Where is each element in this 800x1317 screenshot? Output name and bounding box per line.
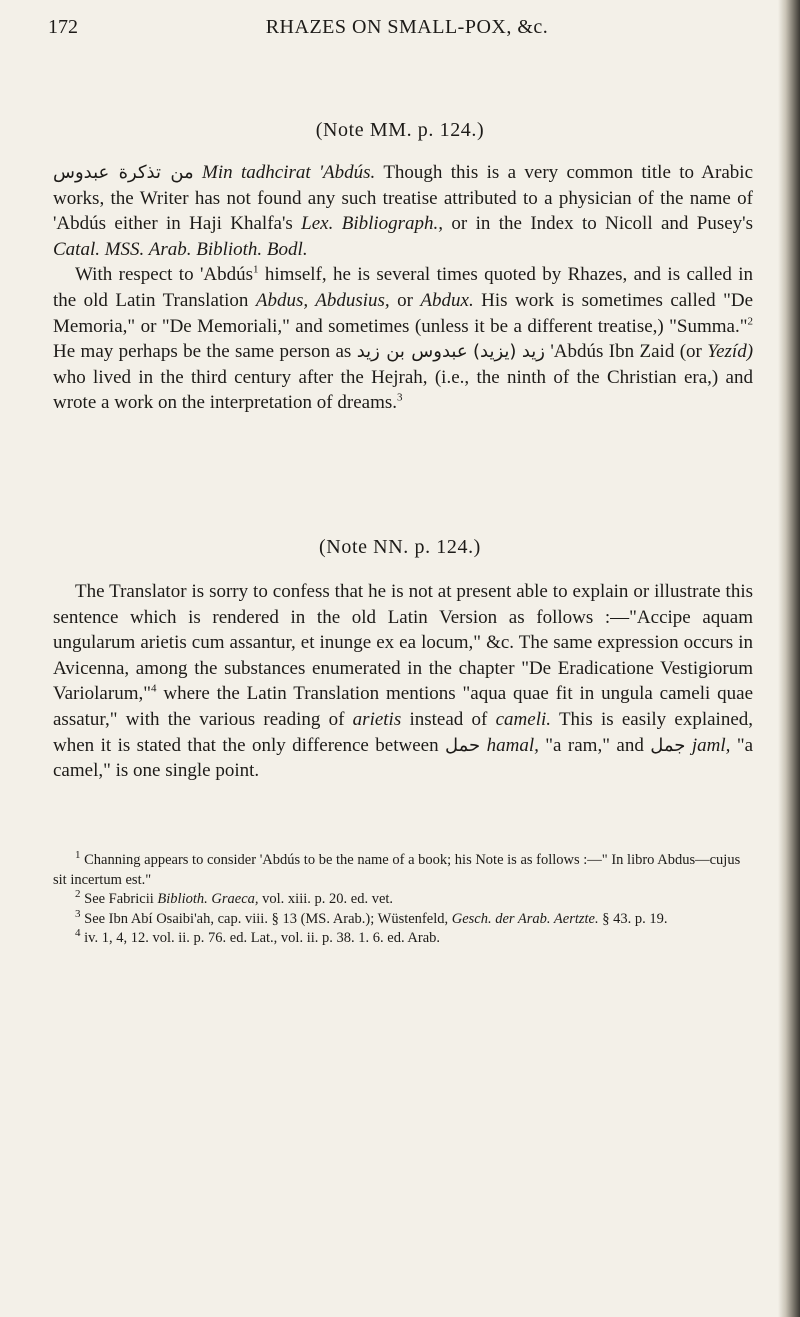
arabic-title: من تذكرة عبدوس <box>53 162 194 183</box>
note-mm-heading: (Note MM. p. 124.) <box>315 119 485 141</box>
page-edge-shadow <box>778 0 800 1317</box>
page-number: 172 <box>48 16 78 38</box>
arabic-hamal: حمل <box>445 734 481 756</box>
footnote-ref-2: 2 <box>747 315 753 328</box>
footnote-ref-1: 1 <box>253 264 259 277</box>
running-title: RHAZES ON SMALL-POX, &c. <box>265 16 549 38</box>
note-mm-body <box>53 160 753 416</box>
arabic-jamal: جمل <box>650 734 686 756</box>
transliterated-title: Min tadhcirat 'Abdús. <box>202 162 376 183</box>
arabic-zaid: زيد <box>521 341 545 363</box>
arabic-yazid: (يزيد) <box>472 341 517 363</box>
arabic-name: عبدوس بن زيد <box>356 341 468 363</box>
footnote-3: $^3$ See Ibn Abí Osaibi'ah, cap. viii. § 13 (MS. Arab.); Wüstenfeld, Gesch. der Arab. Aertzte. § 43. p. 19. <box>75 907 668 927</box>
note-nn-heading: (Note NN. p. 124.) <box>319 536 481 558</box>
footnote-ref-3: 3 <box>397 392 403 405</box>
footnote-4: $^4$ iv. 1, 4, 12. vol. ii. p. 76. ed. Lat., vol. ii. p. 38. 1. 6. ed. Arab. <box>75 927 441 947</box>
footnote-2: $^2$ See Fabricii Biblioth. Graeca, vol. xiii. p. 20. ed. vet. <box>75 888 394 908</box>
note-nn-paragraph: The Translator is sorry to confess that he is not at present able to explain or illustrate this sentence which is rendered in the old Latin Version as follows :—"Accipe aquam ungularum arietis cum assantur, et inunge ex ea locum," &c. The same expression occurs in Avicenna, among the substances enumerated in the chapter "De Eradicatione Vestigiorum Variolarum,"$^4$ where the Latin Translation mentions "aqua quae fit in ungula cameli quae assatur," with the various reading of arietis instead of cameli. This is easily explained, when it is stated that the only difference between حمل hamal, "a ram," and جمل jaml, "a camel," is one single point. <box>53 581 754 782</box>
footnote-1: $^1$ Channing appears to consider 'Abdús to be the name of a book; his Note is as follows :—" In libro Abdus—cujus sit incertum est." <box>53 849 741 888</box>
note-nn-body <box>53 579 753 784</box>
footnote-ref-4: 4 <box>150 683 157 696</box>
note-mm-paragraph-2: With respect to 'Abdús$^1$ himself, he is several times quoted by Rhazes, and is called in the old Latin Translation Abdus, Abdusius, or Abdux. His work is sometimes called "De Memoria," or "De Memoriali," and sometimes (unless it be a different treatise,) "Summa."$^2$ He may perhaps be the same person as عبدوس بن زيد (يزيد) زيد 'Abdús Ibn Zaid (or Yezíd) who lived in the third century after the Hejrah, (i.e., the ninth of the Christian era,) and wrote a work on the interpretation of dreams.$^3$ <box>53 264 754 414</box>
footnotes <box>53 851 753 949</box>
page-header <box>48 16 766 46</box>
note-mm-paragraph-1: من تذكرة عبدوس Min tadhcirat 'Abdús. Though this is a very common title to Arabic works, the Writer has not found any such treatise attributed to a physician of the name of 'Abdús either in Haji Khalfa's Lex. Bibliograph., or in the Index to Nicoll and Pusey's Catal. MSS. Arab. Biblioth. Bodl. <box>53 162 754 260</box>
